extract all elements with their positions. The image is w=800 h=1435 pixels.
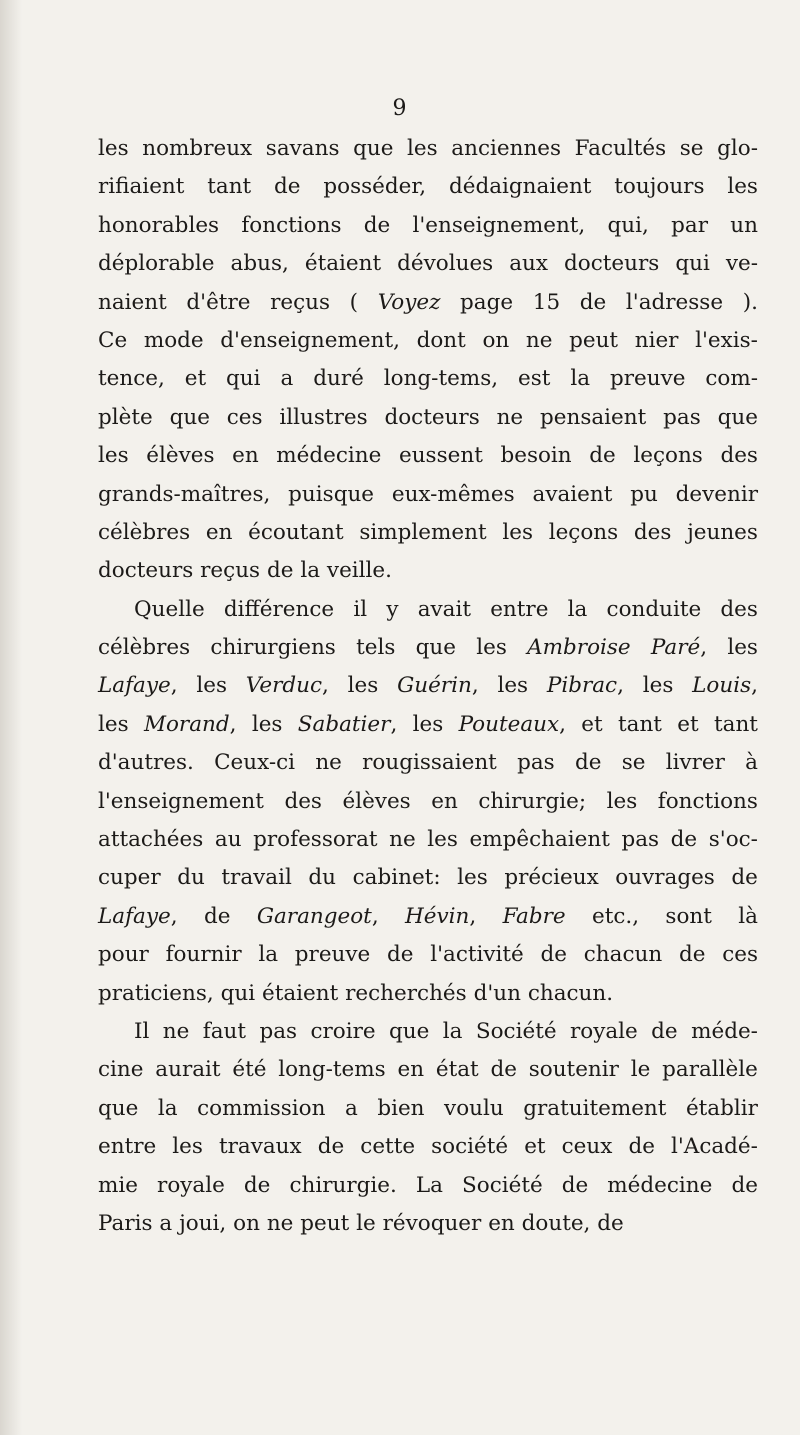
word: d'un (473, 980, 521, 1006)
word: com- (705, 366, 758, 392)
word: état (435, 1057, 479, 1083)
word: Ambroise (527, 635, 631, 661)
word: de (540, 942, 568, 968)
word: les (172, 1134, 203, 1160)
word: jeunes (687, 519, 758, 545)
word: les (497, 673, 529, 699)
word: médecine (276, 443, 382, 469)
word: les (427, 827, 458, 853)
word: du (177, 865, 205, 891)
word: du (308, 865, 337, 891)
body-text (98, 130, 758, 1243)
word: se (679, 136, 704, 161)
word: Guérin, (397, 673, 479, 699)
word: les (727, 635, 758, 661)
word: ne (525, 327, 553, 353)
word: professorat (253, 827, 378, 853)
word: différence (223, 596, 335, 622)
word: d'autres. (98, 750, 194, 776)
word: Lafaye, (98, 673, 178, 699)
word: nombreux (142, 136, 253, 161)
word: Il (134, 1018, 150, 1044)
word: célèbres (98, 635, 191, 661)
word: peut (300, 1210, 350, 1236)
word: de (731, 865, 758, 891)
text-line (98, 667, 758, 705)
word: royale (569, 1018, 638, 1044)
word: les (502, 519, 533, 545)
text-line (98, 207, 758, 245)
word: déplorable (98, 251, 215, 277)
word: duré (313, 366, 364, 392)
word: les (642, 673, 674, 699)
word: révoquer (382, 1210, 482, 1236)
word: besoin (500, 443, 572, 469)
word: chirurgie. (289, 1172, 397, 1198)
word: toujours (614, 174, 705, 200)
word: entre (98, 1134, 157, 1160)
word: la (300, 558, 321, 584)
word: se (621, 750, 646, 776)
text-line (98, 1205, 758, 1243)
word: précieux (504, 865, 599, 891)
word: rougissaient (362, 750, 497, 776)
word: d'être (186, 289, 251, 315)
word: long-tems (278, 1057, 386, 1083)
word: La (415, 1172, 443, 1198)
word: Ce (98, 327, 128, 353)
word: Verduc, (245, 673, 329, 699)
word: de (274, 174, 301, 200)
word: il (353, 596, 368, 622)
word: Quelle (134, 596, 205, 622)
word: travail (221, 865, 292, 891)
word: chirurgie; (478, 788, 587, 814)
page-number: 9 (392, 96, 408, 121)
word: au (214, 827, 242, 853)
word: de (651, 1018, 678, 1044)
word: long-tems, (383, 366, 499, 392)
word: Société (462, 1172, 543, 1198)
text-line (98, 975, 758, 1013)
word: que (415, 635, 456, 661)
word: Pibrac, (546, 673, 624, 699)
text-line (98, 744, 758, 782)
text-line (98, 437, 758, 475)
text-line (98, 476, 758, 514)
text-line (98, 936, 758, 974)
word: un (730, 212, 758, 238)
text-line (98, 859, 758, 897)
word: l'Acadé- (671, 1134, 758, 1160)
word: de (363, 212, 391, 238)
word: devenir (675, 481, 758, 507)
word: été (232, 1057, 267, 1083)
word: attachées (98, 827, 204, 853)
word: la (570, 366, 591, 392)
word: page (460, 289, 514, 315)
word: pu (630, 481, 658, 507)
word: peut (569, 327, 619, 353)
word: illustres (279, 404, 368, 430)
word: le (356, 1210, 376, 1236)
word: docteurs (384, 404, 480, 430)
word: que (717, 404, 758, 430)
text-line (98, 1167, 758, 1205)
word: Garangeot, (256, 903, 379, 929)
word: nier (634, 327, 679, 353)
word: anciennes (451, 136, 562, 161)
word: cabinet: (352, 865, 441, 891)
word: l'enseignement, (412, 212, 586, 238)
word: croire (310, 1018, 376, 1044)
word: en (205, 519, 233, 545)
word: les (98, 443, 129, 469)
word: pas (621, 827, 660, 853)
word: leçons (548, 519, 619, 545)
word: dédaignaient (448, 174, 592, 200)
word: ne (162, 1018, 190, 1044)
word: la (567, 596, 588, 622)
word: de (203, 903, 231, 929)
word: de (670, 827, 698, 853)
word: la (157, 1095, 178, 1121)
word: fonctions (241, 212, 342, 238)
word: honorables (98, 212, 220, 238)
word: les (251, 711, 283, 737)
word: etc., (591, 903, 640, 929)
word: aux (509, 251, 549, 277)
word: tels (356, 635, 396, 661)
word: l'adresse (625, 289, 724, 315)
word: en (431, 788, 458, 814)
word: de (387, 942, 414, 968)
word: joui, (179, 1210, 227, 1236)
word: les (347, 673, 379, 699)
word: royale (157, 1172, 225, 1198)
text-line (98, 1090, 758, 1128)
word: ne (496, 404, 524, 430)
word: l'enseignement (98, 788, 264, 814)
word: les (727, 174, 758, 200)
word: avait (417, 596, 471, 622)
text-line (98, 898, 758, 936)
word: Lafaye, (98, 903, 178, 929)
text-line (98, 706, 758, 744)
word: ouvrages (615, 865, 715, 891)
word: ne (315, 750, 342, 776)
word: parallèle (662, 1057, 758, 1083)
word: les (476, 635, 507, 661)
word: conduite (606, 596, 702, 622)
word: doute, (521, 1210, 591, 1236)
word: de (317, 1134, 345, 1160)
word: qui (675, 251, 710, 277)
word: pour (98, 942, 149, 968)
word: établir (685, 1095, 758, 1121)
word: ne (389, 827, 416, 853)
word: Société (475, 1018, 557, 1044)
text-line (98, 783, 758, 821)
word: travaux (218, 1134, 302, 1160)
word: dévolues (397, 251, 494, 277)
word: de (628, 1134, 655, 1160)
text-line (98, 1051, 758, 1089)
word: les (457, 865, 488, 891)
word: les (196, 673, 228, 699)
word: étaient (261, 980, 339, 1006)
word: Morand, (143, 711, 237, 737)
word: eussent (398, 443, 483, 469)
text-line (98, 168, 758, 206)
word: ces (722, 942, 758, 968)
word: de (574, 750, 602, 776)
word: dont (416, 327, 466, 353)
word: ve- (725, 251, 758, 277)
word: Ceux-ci (214, 750, 296, 776)
word: que (389, 1018, 430, 1044)
text-line (98, 360, 758, 398)
word: Facultés (574, 136, 667, 161)
word: de (266, 558, 294, 584)
word: livrer (665, 750, 725, 776)
word: d'enseignement, (220, 327, 400, 353)
word: et (581, 711, 603, 737)
word: chacun (583, 942, 663, 968)
word: de (561, 1172, 589, 1198)
word: la (258, 942, 279, 968)
text-line (98, 514, 758, 552)
word: pensaient (540, 404, 647, 430)
word: empêchaient (469, 827, 610, 853)
word: élèves (146, 443, 215, 469)
word: en (397, 1057, 425, 1083)
word: mie (98, 1172, 138, 1198)
page-edge-shadow (0, 0, 22, 1435)
word: glo- (717, 136, 758, 161)
word: preuve (609, 366, 686, 392)
text-line (98, 245, 758, 283)
word: de (490, 1057, 517, 1083)
word: les (98, 711, 129, 737)
word: fonctions (657, 788, 758, 814)
word: commission (197, 1095, 326, 1121)
word: Paris (98, 1210, 153, 1236)
word: le (630, 1057, 651, 1083)
word: avaient (532, 481, 613, 507)
word: plète (98, 404, 153, 430)
word: élèves (342, 788, 411, 814)
word: des (633, 519, 672, 545)
word: qui (226, 366, 261, 392)
word: Sabatier, (297, 711, 398, 737)
word: veille. (326, 558, 392, 584)
word: puisque (288, 481, 375, 507)
word: sont (665, 903, 712, 929)
word: chirurgiens (210, 635, 336, 661)
word: pas (259, 1018, 298, 1044)
word: les (606, 788, 638, 814)
word: Paré, (650, 635, 708, 661)
word: des (720, 443, 758, 469)
text-line (98, 399, 758, 437)
word: mode (143, 327, 204, 353)
word: et (524, 1134, 546, 1160)
word: l'exis- (695, 327, 758, 353)
word: on (233, 1210, 260, 1236)
word: cuper (98, 865, 161, 891)
word: est (518, 366, 551, 392)
word: Pouteaux, (458, 711, 566, 737)
word: preuve (294, 942, 371, 968)
word: rifiaient (98, 174, 185, 200)
word: cine (98, 1057, 144, 1083)
text-line (98, 629, 758, 667)
word: reçus (270, 289, 331, 315)
word: a (280, 366, 294, 392)
word: ( (349, 289, 359, 315)
word: leçons (633, 443, 703, 469)
word: pas (663, 404, 701, 430)
word: voulu (444, 1095, 504, 1121)
word: Voyez (377, 289, 441, 315)
word: de (731, 1172, 758, 1198)
text-line (98, 591, 758, 629)
word: à (745, 750, 758, 776)
word: les (412, 711, 444, 737)
word: les (98, 136, 129, 161)
word: abus, (230, 251, 289, 277)
word: tant (713, 711, 758, 737)
text-line (98, 1013, 758, 1051)
word: Louis, (692, 673, 758, 699)
word: écoutant (248, 519, 344, 545)
word: société (431, 1134, 509, 1160)
word: là (738, 903, 758, 929)
word: docteurs (98, 558, 194, 584)
word: Hévin, (405, 903, 477, 929)
word: a (159, 1210, 173, 1236)
word: reçus (200, 558, 261, 584)
word: naient (98, 289, 167, 315)
word: bien (377, 1095, 425, 1121)
word: Fabre (502, 903, 566, 929)
word: et (184, 366, 207, 392)
word: grands-maîtres, (98, 481, 271, 507)
word: tence, (98, 366, 165, 392)
word: chacun. (527, 980, 614, 1006)
word: soutenir (528, 1057, 619, 1083)
word: recherchés (345, 980, 467, 1006)
word: que (98, 1095, 139, 1121)
word: de (589, 443, 616, 469)
word: que (169, 404, 210, 430)
word: l'activité (430, 942, 524, 968)
word: que (353, 136, 394, 161)
word: eux-mêmes (391, 481, 515, 507)
word: tant (207, 174, 252, 200)
word: en (232, 443, 259, 469)
word: qui (220, 980, 256, 1006)
text-line (98, 552, 758, 590)
word: y (386, 596, 399, 622)
word: docteurs (564, 251, 660, 277)
word: pas (517, 750, 555, 776)
word: gratuitement (523, 1095, 667, 1121)
word: ). (742, 289, 758, 315)
word: cette (360, 1134, 416, 1160)
word: de (678, 942, 706, 968)
word: simplement (359, 519, 487, 545)
word: qui, (607, 212, 649, 238)
word: en (488, 1210, 515, 1236)
word: de (579, 289, 607, 315)
word: célèbres (98, 519, 191, 545)
word: les (407, 136, 438, 161)
word: savans (265, 136, 340, 161)
word: par (671, 212, 708, 238)
text-line (98, 1128, 758, 1166)
word: s'oc- (708, 827, 758, 853)
word: et (677, 711, 699, 737)
word: ces (226, 404, 263, 430)
word: aurait (155, 1057, 221, 1083)
word: de (243, 1172, 271, 1198)
word: praticiens, (98, 980, 214, 1006)
word: ne (266, 1210, 294, 1236)
word: a (344, 1095, 358, 1121)
word: 15 (532, 289, 561, 315)
word: médecine (607, 1172, 713, 1198)
word: méde- (691, 1018, 758, 1044)
word: des (284, 788, 322, 814)
word: la (442, 1018, 463, 1044)
word: fournir (165, 942, 242, 968)
word: de (597, 1210, 624, 1236)
word: entre (490, 596, 549, 622)
text-line (98, 284, 758, 322)
word: ceux (561, 1134, 613, 1160)
word: des (720, 596, 758, 622)
text-line (98, 322, 758, 360)
word: étaient (304, 251, 382, 277)
word: posséder, (323, 174, 427, 200)
text-line (98, 821, 758, 859)
text-line (98, 130, 758, 168)
word: faut (202, 1018, 247, 1044)
word: on (482, 327, 510, 353)
word: tant (618, 711, 662, 737)
